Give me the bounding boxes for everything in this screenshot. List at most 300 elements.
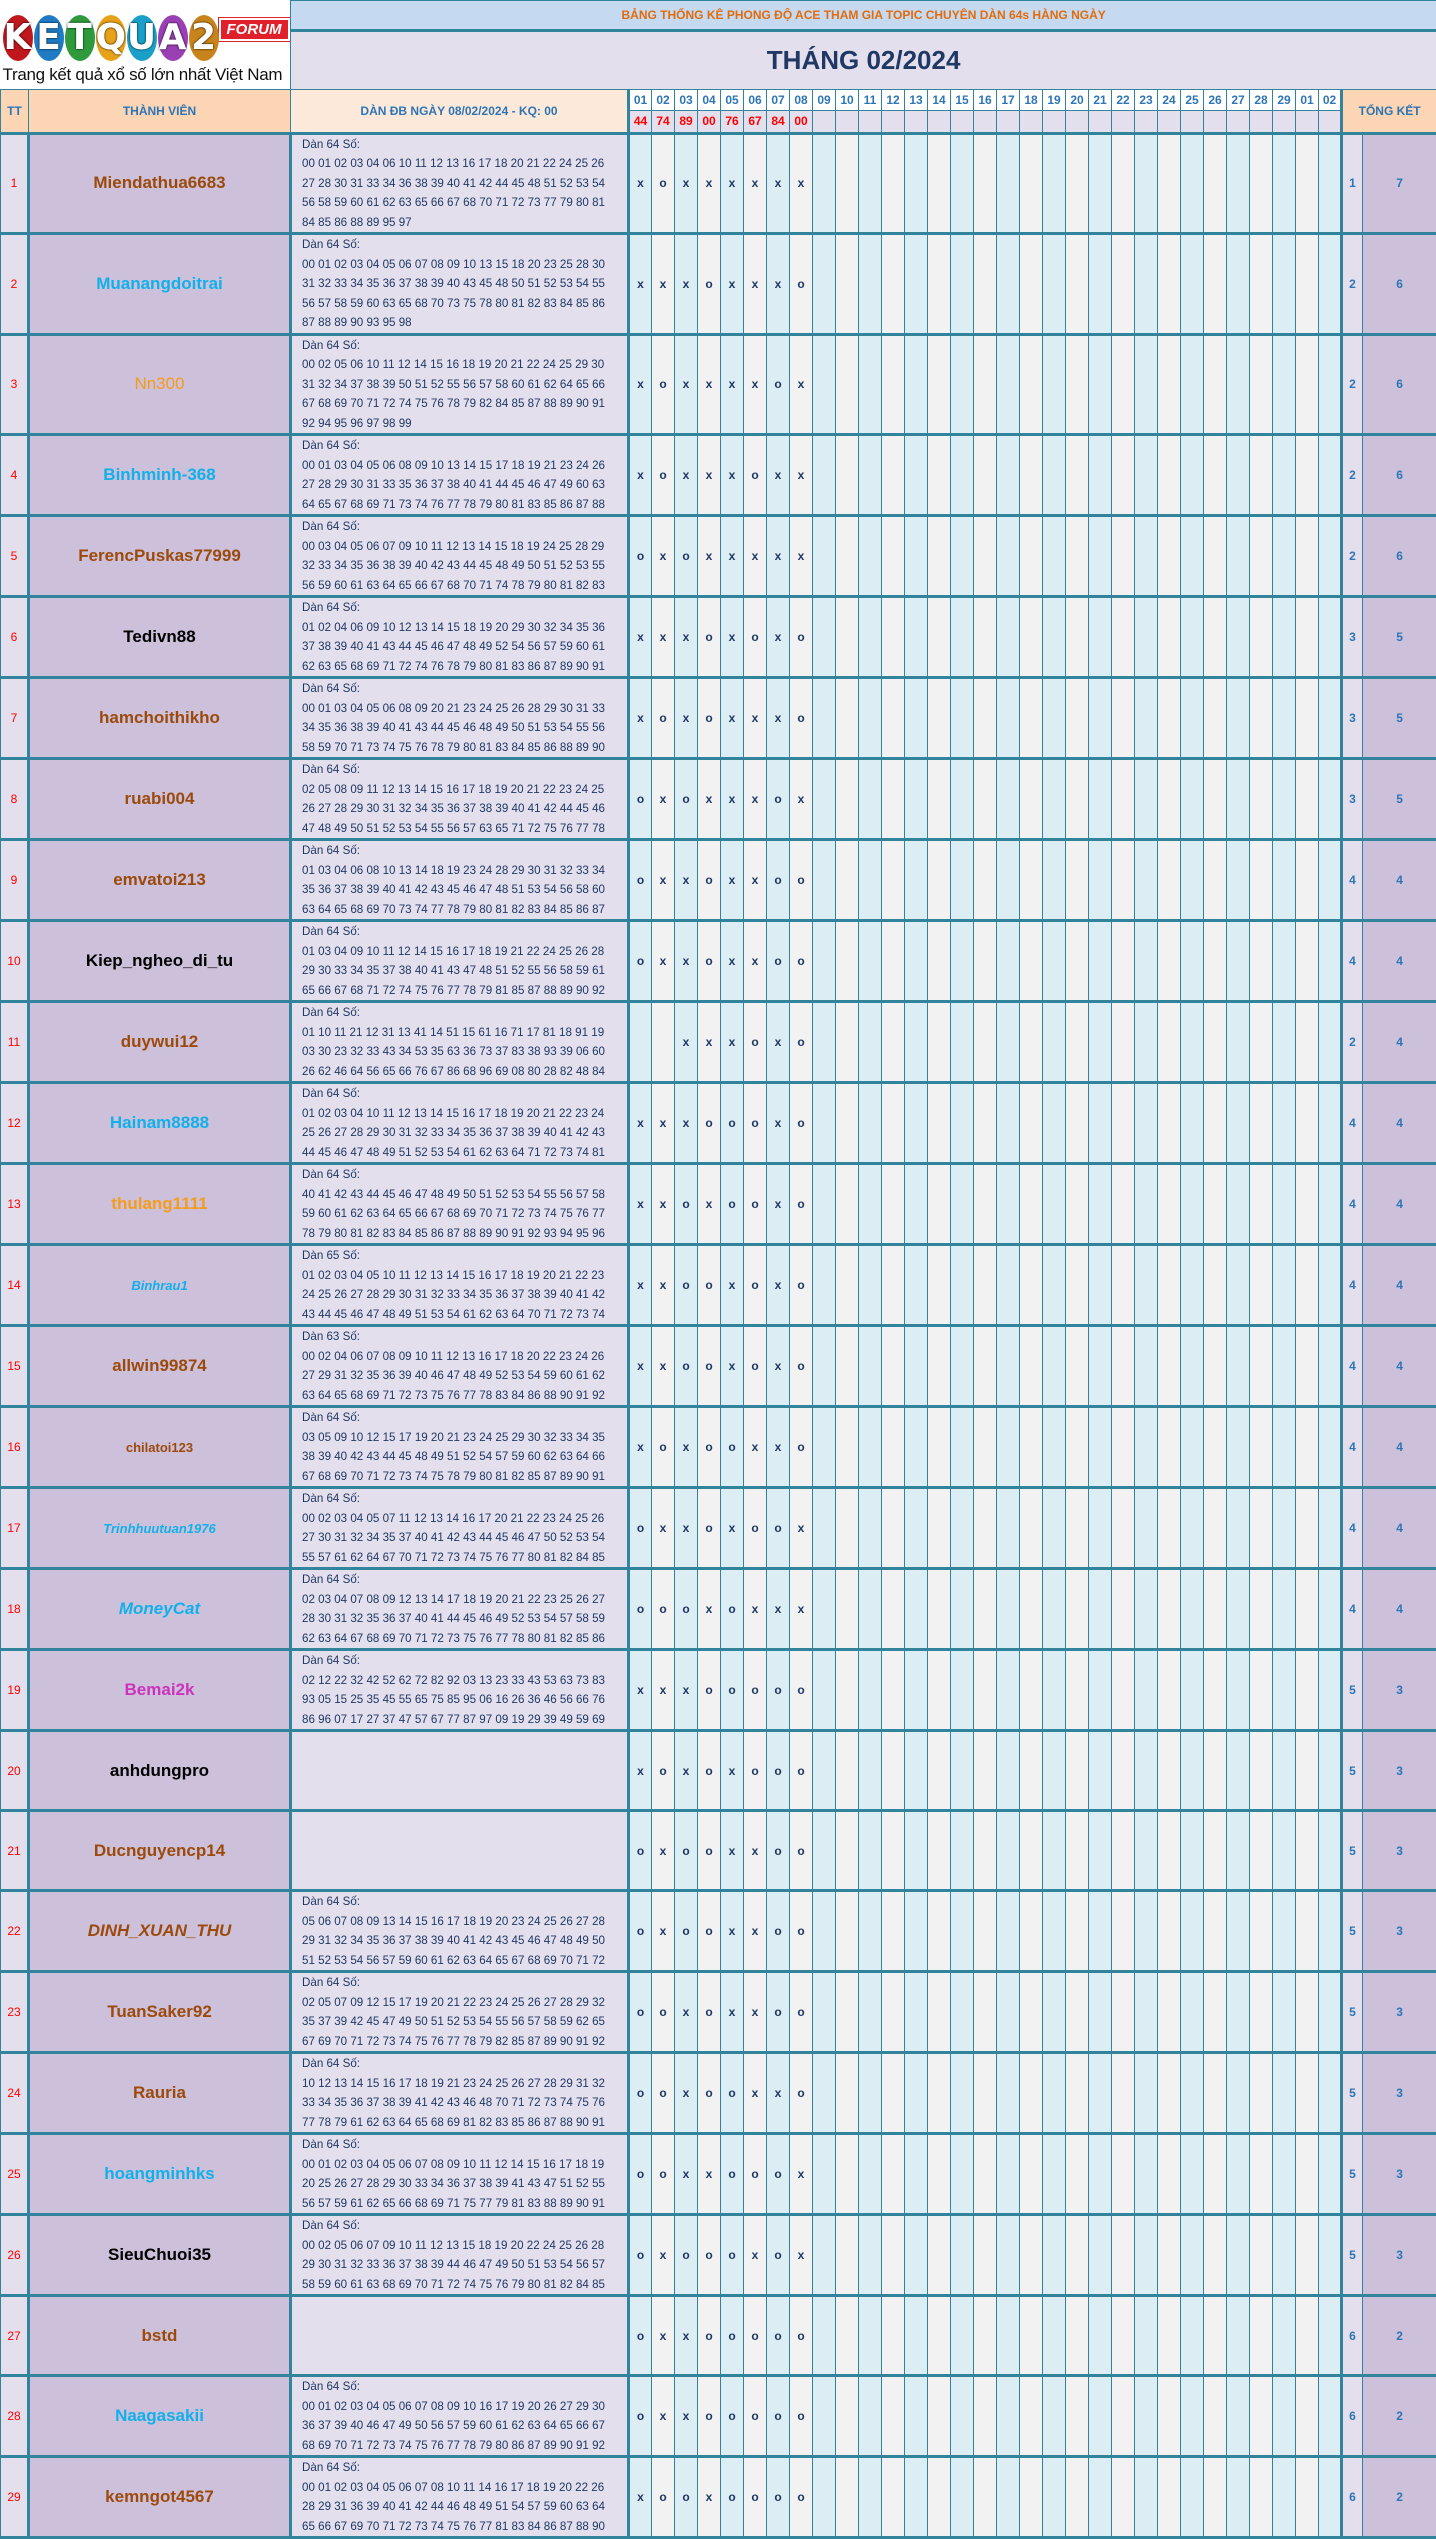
- number-set-title: Dàn 64 Số:: [302, 2458, 627, 2478]
- number-set-title: [302, 2297, 627, 2317]
- number-set-line: 00 01 02 03 04 06 10 11 12 13 16 17 18 20 21 22 24 25 26: [302, 154, 627, 174]
- day-header: 02: [1319, 89, 1342, 110]
- number-set-title: Dàn 64 Số:: [302, 135, 627, 155]
- day-mark: o: [652, 1731, 675, 1811]
- number-set-line: 00 02 03 04 05 07 11 12 13 14 16 17 20 21 22 23 24 25 26: [302, 1509, 627, 1529]
- day-mark: [1181, 1569, 1204, 1650]
- day-mark: [1296, 678, 1319, 759]
- member-name[interactable]: kemngot4567: [29, 2457, 291, 2538]
- day-mark: [1250, 334, 1273, 435]
- day-mark: [1043, 1811, 1066, 1891]
- day-mark: [813, 435, 836, 516]
- day-mark: [1204, 1650, 1227, 1731]
- member-name[interactable]: Hainam8888: [29, 1083, 291, 1164]
- day-mark: [813, 334, 836, 435]
- day-mark: [1112, 1731, 1135, 1811]
- day-mark: o: [767, 1891, 790, 1972]
- site-logo[interactable]: [1, 1, 291, 90]
- day-mark: [1296, 2376, 1319, 2457]
- summary-x-count: 3: [1363, 2134, 1436, 2215]
- day-mark: [974, 2376, 997, 2457]
- day-mark: [1319, 1083, 1342, 1164]
- day-mark: o: [698, 840, 721, 921]
- member-row: [1, 1569, 1436, 1650]
- day-mark: x: [629, 1164, 652, 1245]
- day-mark: x: [744, 234, 767, 335]
- day-mark: [1158, 840, 1181, 921]
- number-set-title: Dàn 64 Số:: [302, 1973, 627, 1993]
- member-name[interactable]: hamchoithikho: [29, 678, 291, 759]
- day-mark: o: [629, 840, 652, 921]
- day-mark: x: [675, 1488, 698, 1569]
- day-mark: o: [744, 1164, 767, 1245]
- day-mark: [1319, 1972, 1342, 2053]
- row-number: 17: [1, 1488, 29, 1569]
- member-name[interactable]: Bemai2k: [29, 1650, 291, 1731]
- day-mark: [882, 1650, 905, 1731]
- day-mark: [1250, 1002, 1273, 1083]
- day-mark: [859, 2134, 882, 2215]
- number-set-line: 65 66 67 69 70 71 72 73 74 75 76 77 81 83 84 86 87 88 90: [302, 2517, 627, 2537]
- number-set: [291, 1002, 629, 1083]
- number-set-title: Dàn 64 Số:: [302, 841, 627, 861]
- day-mark: o: [629, 1811, 652, 1891]
- member-row: [1, 921, 1436, 1002]
- member-name[interactable]: Rauria: [29, 2053, 291, 2134]
- day-mark: [1135, 1650, 1158, 1731]
- number-set-title: Dàn 64 Số:: [302, 598, 627, 618]
- day-header: 29: [1273, 89, 1296, 110]
- day-mark: [1043, 597, 1066, 678]
- day-mark: [1227, 133, 1250, 234]
- member-name[interactable]: DINH_XUAN_THU: [29, 1891, 291, 1972]
- member-name[interactable]: bstd: [29, 2296, 291, 2376]
- day-mark: [1227, 2457, 1250, 2538]
- day-result: [1112, 110, 1135, 133]
- day-mark: x: [629, 133, 652, 234]
- day-mark: [1135, 334, 1158, 435]
- day-mark: [1296, 1083, 1319, 1164]
- day-mark: [1112, 435, 1135, 516]
- number-set: [291, 1326, 629, 1407]
- day-mark: [1319, 1407, 1342, 1488]
- day-mark: [974, 1245, 997, 1326]
- number-set-line: 10 12 13 14 15 16 17 18 19 21 23 24 25 26 27 28 29 31 32: [302, 2074, 627, 2094]
- day-mark: x: [675, 921, 698, 1002]
- member-name[interactable]: Binhrau1: [29, 1245, 291, 1326]
- day-result: [928, 110, 951, 133]
- day-mark: [974, 516, 997, 597]
- member-name[interactable]: duywui12: [29, 1002, 291, 1083]
- day-mark: [1135, 435, 1158, 516]
- day-mark: [813, 2457, 836, 2538]
- summary-o-count: 3: [1342, 597, 1363, 678]
- day-mark: [1135, 1407, 1158, 1488]
- day-mark: [928, 597, 951, 678]
- day-mark: [1227, 435, 1250, 516]
- day-mark: [1043, 2215, 1066, 2296]
- day-mark: [1319, 1488, 1342, 1569]
- day-mark: [1066, 759, 1089, 840]
- day-mark: [1273, 1811, 1296, 1891]
- number-set-title: Dàn 64 Số:: [302, 760, 627, 780]
- day-mark: [951, 2457, 974, 2538]
- day-mark: [997, 2376, 1020, 2457]
- member-row: [1, 334, 1436, 435]
- row-number: 16: [1, 1407, 29, 1488]
- day-mark: [1020, 1569, 1043, 1650]
- day-mark: [1204, 1488, 1227, 1569]
- number-set-line: 38 39 40 42 43 44 45 48 49 51 52 54 57 59 60 62 63 64 66: [302, 1447, 627, 1467]
- day-mark: [905, 678, 928, 759]
- member-row: [1, 234, 1436, 335]
- day-mark: [1204, 1407, 1227, 1488]
- member-name[interactable]: Binhminh-368: [29, 435, 291, 516]
- number-set-line: 00 01 03 04 05 06 08 09 20 21 23 24 25 26 28 29 30 31 33: [302, 699, 627, 719]
- day-mark: [1250, 1488, 1273, 1569]
- day-mark: [1089, 435, 1112, 516]
- day-mark: x: [721, 516, 744, 597]
- day-mark: [859, 1811, 882, 1891]
- day-mark: [974, 2215, 997, 2296]
- day-mark: [905, 1326, 928, 1407]
- day-mark: o: [790, 2457, 813, 2538]
- day-mark: [1158, 759, 1181, 840]
- summary-x-count: 3: [1363, 1972, 1436, 2053]
- day-mark: [905, 2376, 928, 2457]
- day-header: 25: [1181, 89, 1204, 110]
- day-mark: o: [744, 1650, 767, 1731]
- day-mark: [1066, 516, 1089, 597]
- day-mark: [1296, 1488, 1319, 1569]
- day-mark: x: [767, 2053, 790, 2134]
- day-mark: [1089, 678, 1112, 759]
- day-mark: x: [790, 516, 813, 597]
- day-mark: [997, 1569, 1020, 1650]
- day-mark: o: [767, 921, 790, 1002]
- summary-o-count: 6: [1342, 2296, 1363, 2376]
- day-mark: x: [744, 840, 767, 921]
- day-mark: [951, 840, 974, 921]
- member-row: [1, 1811, 1436, 1891]
- day-mark: [1181, 1326, 1204, 1407]
- day-mark: [1250, 1891, 1273, 1972]
- number-set: [291, 1488, 629, 1569]
- day-mark: o: [652, 1407, 675, 1488]
- day-mark: [859, 2053, 882, 2134]
- day-mark: [1020, 1650, 1043, 1731]
- day-mark: [1227, 921, 1250, 1002]
- day-mark: o: [790, 1326, 813, 1407]
- day-mark: x: [698, 516, 721, 597]
- number-set-title: Dàn 64 Số:: [302, 1651, 627, 1671]
- day-mark: o: [721, 1164, 744, 1245]
- member-name[interactable]: Kiep_ngheo_di_tu: [29, 921, 291, 1002]
- member-row: [1, 133, 1436, 234]
- day-mark: [882, 2215, 905, 2296]
- day-mark: [1273, 1488, 1296, 1569]
- day-mark: [905, 1488, 928, 1569]
- day-mark: x: [675, 1083, 698, 1164]
- day-mark: [951, 1488, 974, 1569]
- day-mark: [1227, 1731, 1250, 1811]
- day-mark: [905, 1083, 928, 1164]
- day-mark: [1158, 1891, 1181, 1972]
- member-name[interactable]: Naagasakii: [29, 2376, 291, 2457]
- day-header: 15: [951, 89, 974, 110]
- member-name[interactable]: chilatoi123: [29, 1407, 291, 1488]
- member-name[interactable]: emvatoi213: [29, 840, 291, 921]
- day-mark: [1181, 133, 1204, 234]
- number-set-line: 87 88 89 90 93 95 98: [302, 313, 627, 333]
- member-name[interactable]: Nn300: [29, 334, 291, 435]
- day-mark: [1043, 1488, 1066, 1569]
- number-set-line: 01 03 04 09 10 11 12 14 15 16 17 18 19 21 22 24 25 26 28: [302, 942, 627, 962]
- day-mark: [813, 234, 836, 335]
- day-mark: [1066, 2296, 1089, 2376]
- summary-x-count: 6: [1363, 435, 1436, 516]
- day-mark: [974, 1002, 997, 1083]
- row-number: 4: [1, 435, 29, 516]
- day-mark: [997, 1407, 1020, 1488]
- member-name[interactable]: MoneyCat: [29, 1569, 291, 1650]
- day-mark: [1204, 2296, 1227, 2376]
- day-mark: [951, 2053, 974, 2134]
- row-number: 21: [1, 1811, 29, 1891]
- day-mark: x: [652, 1650, 675, 1731]
- day-mark: [905, 2215, 928, 2296]
- member-name[interactable]: anhdungpro: [29, 1731, 291, 1811]
- number-set: [291, 2215, 629, 2296]
- day-header: 06: [744, 89, 767, 110]
- day-mark: [1043, 678, 1066, 759]
- day-mark: [859, 678, 882, 759]
- day-mark: x: [790, 435, 813, 516]
- day-mark: [1204, 1731, 1227, 1811]
- number-set-title: Dàn 64 Số:: [302, 235, 627, 255]
- day-mark: [951, 2215, 974, 2296]
- day-mark: x: [698, 1002, 721, 1083]
- day-mark: [1135, 2296, 1158, 2376]
- day-mark: [951, 1407, 974, 1488]
- row-number: 2: [1, 234, 29, 335]
- day-mark: [1296, 597, 1319, 678]
- day-mark: [1319, 2457, 1342, 2538]
- day-mark: [1158, 234, 1181, 335]
- day-mark: o: [721, 2215, 744, 2296]
- day-mark: [997, 1972, 1020, 2053]
- day-mark: [1319, 759, 1342, 840]
- day-mark: x: [629, 1731, 652, 1811]
- day-result: [905, 110, 928, 133]
- day-mark: o: [675, 759, 698, 840]
- day-mark: [882, 921, 905, 1002]
- day-result: [1296, 110, 1319, 133]
- row-number: 22: [1, 1891, 29, 1972]
- day-mark: [836, 2134, 859, 2215]
- day-mark: [1066, 1488, 1089, 1569]
- day-mark: [1158, 516, 1181, 597]
- day-mark: [1020, 597, 1043, 678]
- day-mark: [836, 2457, 859, 2538]
- day-mark: [997, 1488, 1020, 1569]
- day-mark: [905, 1569, 928, 1650]
- day-mark: [1112, 840, 1135, 921]
- day-mark: o: [767, 1488, 790, 1569]
- member-name[interactable]: Ducnguyencp14: [29, 1811, 291, 1891]
- day-mark: [951, 1569, 974, 1650]
- day-mark: [1204, 2376, 1227, 2457]
- day-mark: [882, 2134, 905, 2215]
- day-mark: o: [790, 1811, 813, 1891]
- day-mark: o: [721, 1083, 744, 1164]
- member-name[interactable]: TuanSaker92: [29, 1972, 291, 2053]
- day-mark: [882, 234, 905, 335]
- number-set-line: 00 01 02 03 04 05 06 07 08 09 10 16 17 19 20 26 27 29 30: [302, 2397, 627, 2417]
- day-result: 74: [652, 110, 675, 133]
- day-mark: x: [744, 921, 767, 1002]
- day-mark: [951, 133, 974, 234]
- member-name[interactable]: allwin99874: [29, 1326, 291, 1407]
- member-row: [1, 1407, 1436, 1488]
- day-mark: [1112, 1326, 1135, 1407]
- summary-o-count: 5: [1342, 2053, 1363, 2134]
- day-mark: x: [652, 516, 675, 597]
- day-mark: x: [629, 435, 652, 516]
- day-mark: [1020, 1245, 1043, 1326]
- number-set-line: 33 34 35 36 37 38 39 41 42 43 46 48 70 71 72 73 74 75 76: [302, 2093, 627, 2113]
- day-mark: x: [721, 678, 744, 759]
- day-mark: o: [744, 1083, 767, 1164]
- row-number: 27: [1, 2296, 29, 2376]
- day-mark: [1066, 435, 1089, 516]
- day-mark: [1204, 2053, 1227, 2134]
- row-number: 10: [1, 921, 29, 1002]
- day-header: 26: [1204, 89, 1227, 110]
- day-mark: x: [744, 1407, 767, 1488]
- number-set-line: 93 05 15 25 35 45 55 65 75 85 95 06 16 26 36 46 56 66 76: [302, 1690, 627, 1710]
- day-mark: [1250, 2376, 1273, 2457]
- day-mark: [836, 1083, 859, 1164]
- day-mark: [974, 1326, 997, 1407]
- day-mark: [1319, 1569, 1342, 1650]
- day-mark: o: [675, 1811, 698, 1891]
- day-mark: [1158, 1811, 1181, 1891]
- number-set-line: 24 25 26 27 28 29 30 31 32 33 34 35 36 37 38 39 40 41 42: [302, 1285, 627, 1305]
- day-mark: [905, 921, 928, 1002]
- member-row: [1, 2134, 1436, 2215]
- day-header: 01: [629, 89, 652, 110]
- member-name[interactable]: SieuChuoi35: [29, 2215, 291, 2296]
- number-set: [291, 334, 629, 435]
- member-name[interactable]: ruabi004: [29, 759, 291, 840]
- day-mark: [859, 759, 882, 840]
- row-number: 6: [1, 597, 29, 678]
- member-name[interactable]: FerencPuskas77999: [29, 516, 291, 597]
- day-mark: [1250, 597, 1273, 678]
- member-name[interactable]: Muanangdoitrai: [29, 234, 291, 335]
- day-mark: [1043, 1326, 1066, 1407]
- number-set-line: 63 64 65 68 69 71 72 73 75 76 77 78 83 84 86 88 90 91 92: [302, 1386, 627, 1406]
- day-mark: [928, 2296, 951, 2376]
- day-mark: [859, 234, 882, 335]
- member-name[interactable]: hoangminhks: [29, 2134, 291, 2215]
- day-mark: x: [744, 1972, 767, 2053]
- day-mark: [1319, 840, 1342, 921]
- day-mark: [1250, 2296, 1273, 2376]
- day-mark: [1135, 1731, 1158, 1811]
- day-mark: [859, 1891, 882, 1972]
- day-mark: [1043, 1569, 1066, 1650]
- day-mark: [813, 1002, 836, 1083]
- member-name[interactable]: Miendathua6683: [29, 133, 291, 234]
- day-mark: [1020, 2053, 1043, 2134]
- number-set-line: 28 30 31 32 35 36 37 40 41 44 45 46 49 52 53 54 57 58 59: [302, 1609, 627, 1629]
- day-mark: [1319, 1891, 1342, 1972]
- day-mark: [1250, 1245, 1273, 1326]
- day-mark: [1273, 1891, 1296, 1972]
- summary-x-count: 6: [1363, 234, 1436, 335]
- summary-x-count: 4: [1363, 921, 1436, 1002]
- day-mark: x: [721, 334, 744, 435]
- number-set-line: 62 63 65 68 69 71 72 74 76 78 79 80 81 83 86 87 89 90 91: [302, 657, 627, 677]
- member-name[interactable]: thulang1111: [29, 1164, 291, 1245]
- day-mark: x: [652, 1891, 675, 1972]
- number-set-line: 29 30 33 34 35 37 38 40 41 43 47 48 51 52 55 56 58 59 61: [302, 961, 627, 981]
- day-mark: [928, 1488, 951, 1569]
- day-mark: x: [698, 2134, 721, 2215]
- number-set-line: 27 28 30 31 33 34 36 38 39 40 41 42 44 45 48 51 52 53 54: [302, 174, 627, 194]
- day-mark: x: [721, 759, 744, 840]
- day-result: [1066, 110, 1089, 133]
- number-set-title: Dàn 63 Số:: [302, 1327, 627, 1347]
- day-mark: [997, 133, 1020, 234]
- day-mark: x: [698, 1164, 721, 1245]
- day-mark: [1066, 2134, 1089, 2215]
- number-set-line: 92 94 95 96 97 98 99: [302, 414, 627, 434]
- summary-o-count: 2: [1342, 435, 1363, 516]
- member-name[interactable]: Tedivn88: [29, 597, 291, 678]
- day-mark: [813, 840, 836, 921]
- day-mark: [882, 597, 905, 678]
- day-mark: x: [675, 1407, 698, 1488]
- summary-o-count: 2: [1342, 334, 1363, 435]
- row-number: 29: [1, 2457, 29, 2538]
- member-name[interactable]: Trinhhuutuan1976: [29, 1488, 291, 1569]
- day-mark: [905, 2457, 928, 2538]
- day-mark: [905, 2296, 928, 2376]
- day-mark: [1319, 133, 1342, 234]
- table-title: BẢNG THỐNG KÊ PHONG ĐỘ ACE THAM GIA TOPIC CHUYÊN DÀN 64s HÀNG NGÀY: [291, 1, 1436, 31]
- day-mark: [1089, 1488, 1112, 1569]
- day-result: [1319, 110, 1342, 133]
- day-mark: [859, 1407, 882, 1488]
- day-mark: [1181, 1245, 1204, 1326]
- number-set-line: 47 48 49 50 51 52 53 54 55 56 57 63 65 71 72 75 76 77 78: [302, 819, 627, 839]
- number-set-line: 56 57 59 61 62 65 66 68 69 71 75 77 79 81 83 88 89 90 91: [302, 2194, 627, 2214]
- day-mark: [882, 678, 905, 759]
- day-mark: o: [744, 1002, 767, 1083]
- number-set-line: 02 12 22 32 42 52 62 72 82 92 03 13 23 33 43 53 63 73 83: [302, 1671, 627, 1691]
- day-mark: [1066, 921, 1089, 1002]
- day-mark: x: [767, 435, 790, 516]
- day-mark: [1043, 1245, 1066, 1326]
- day-mark: [1250, 1326, 1273, 1407]
- day-mark: [882, 759, 905, 840]
- day-mark: [928, 1002, 951, 1083]
- day-mark: [951, 234, 974, 335]
- day-mark: [1020, 2376, 1043, 2457]
